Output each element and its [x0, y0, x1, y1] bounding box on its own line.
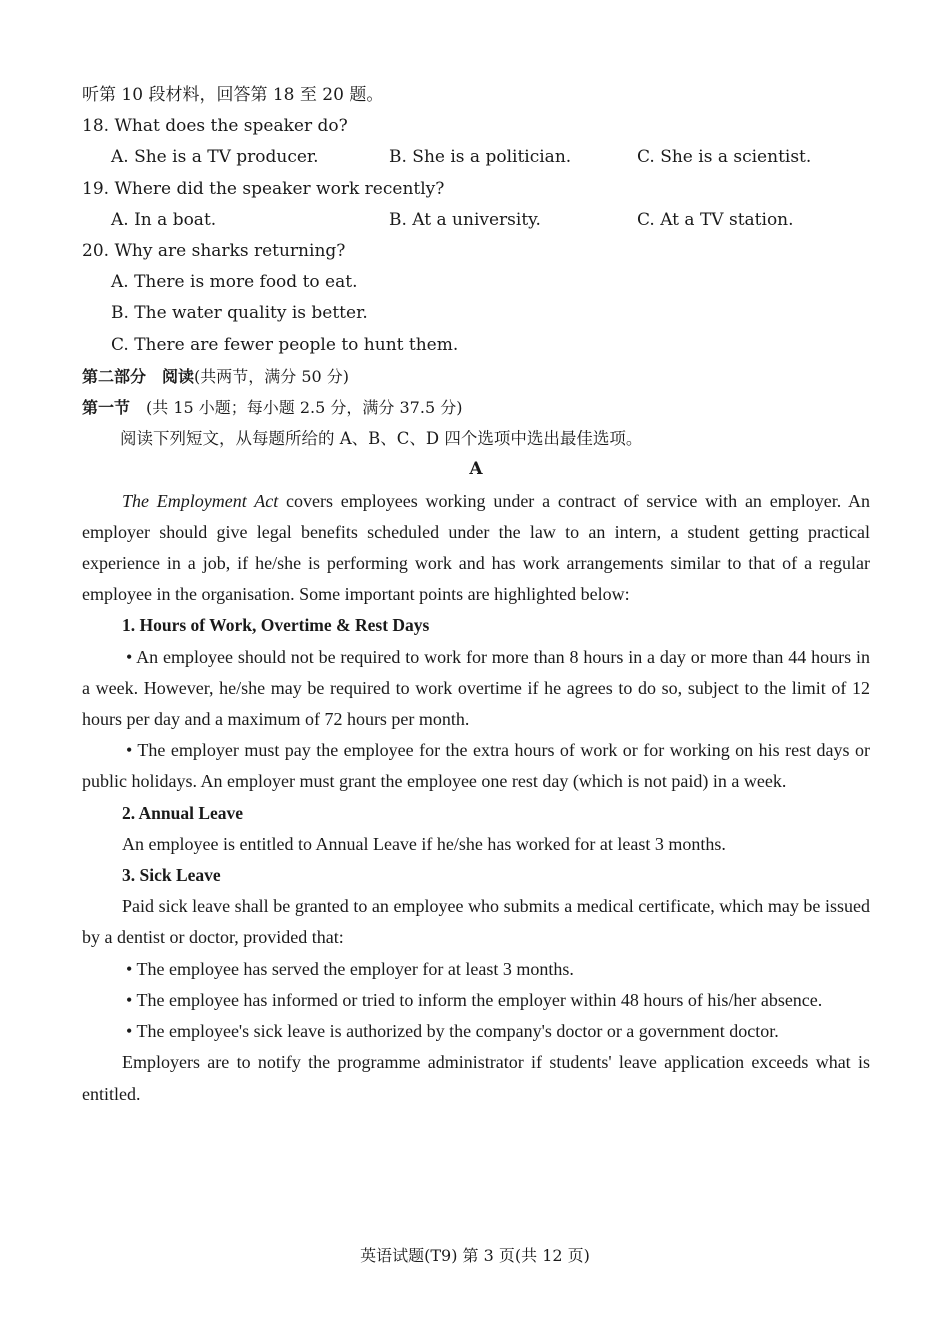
question-18: 18. What does the speaker do? [82, 116, 348, 137]
option-a: A. In a boat. [111, 209, 217, 230]
section1-title: 第一节 [82, 398, 131, 418]
options-18 [82, 142, 870, 173]
section1-score: (共 15 小题；每小题 2.5 分，满分 37.5 分) [130, 398, 463, 418]
paragraph-notify: Employers are to notify the programme administrator if students' leave application exceeds what is entitled. [82, 1052, 870, 1104]
option-b: B. She is a politician. [389, 147, 572, 168]
exam-page [82, 80, 870, 1110]
paragraph-sick-leave: Paid sick leave shall be granted to an employee who submits a medical certificate, which may be issued by a dentist or doctor, provided that: [82, 896, 870, 948]
heading-sick-leave: 3. Sick Leave [122, 865, 221, 886]
option-a: A. There is more food to eat. [111, 272, 358, 293]
option-b: B. At a university. [389, 209, 541, 230]
section1-heading [82, 392, 870, 423]
option-c: C. She is a scientist. [637, 147, 812, 168]
options-19 [82, 205, 870, 236]
part2-heading [82, 361, 870, 392]
paragraph-annual-leave: An employee is entitled to Annual Leave if he/she has worked for at least 3 months. [122, 833, 726, 854]
option-b: B. The water quality is better. [111, 303, 368, 324]
part2-score: (共两节，满分 50 分) [194, 366, 350, 386]
bullet-hours: • An employee should not be required to work for more than 8 hours in a day or more than 44 hours in a week. However, he/she may be required to work overtime if he agrees to do so, subject to the limit of 12 hours per day and a maximum of 72 hours per month. [82, 646, 870, 730]
paragraph-1 [82, 486, 870, 611]
bullet-served: • The employee has served the employer for at least 3 months. [126, 958, 574, 979]
bullet-informed: • The employee has informed or tried to inform the employer within 48 hours of his/her absence. [126, 989, 823, 1010]
bullet-authorized: • The employee's sick leave is authorized by the company's doctor or a government doctor. [126, 1021, 779, 1042]
option-c: C. At a TV station. [637, 209, 794, 230]
act-name: The Employment Act [122, 490, 279, 511]
question-19: 19. Where did the speaker work recently? [82, 178, 445, 199]
part2-title: 第二部分 阅读 [82, 366, 195, 386]
passage-label: A [469, 459, 483, 480]
listening-intro: 听第 10 段材料，回答第 18 至 20 题。 [82, 85, 384, 105]
page-footer: 英语试题(T9) 第 3 页(共 12 页) [360, 1246, 590, 1265]
bullet-pay: • The employer must pay the employee for the extra hours of work or for working on his rest days or public holidays. An employer must grant the employee one rest day (which is not paid) in a week. [82, 740, 870, 792]
heading-annual-leave: 2. Annual Leave [122, 802, 244, 823]
question-20: 20. Why are sharks returning? [82, 241, 346, 262]
option-a: A. She is a TV producer. [111, 147, 319, 168]
heading-hours: 1. Hours of Work, Overtime & Rest Days [122, 615, 430, 636]
instruction: 阅读下列短文，从每题所给的 A、B、C、D 四个选项中选出最佳选项。 [120, 429, 643, 449]
option-c: C. There are fewer people to hunt them. [111, 334, 459, 355]
paragraph-1-text: covers employees working under a contract of service with an employer. An employer should give legal benefits scheduled under the law to an intern, a student getting practical experience in a job, if he/she is performing work and has work arrangements similar to that of a regular employee in the organisation. Some important points are highlighted below: [82, 490, 870, 605]
